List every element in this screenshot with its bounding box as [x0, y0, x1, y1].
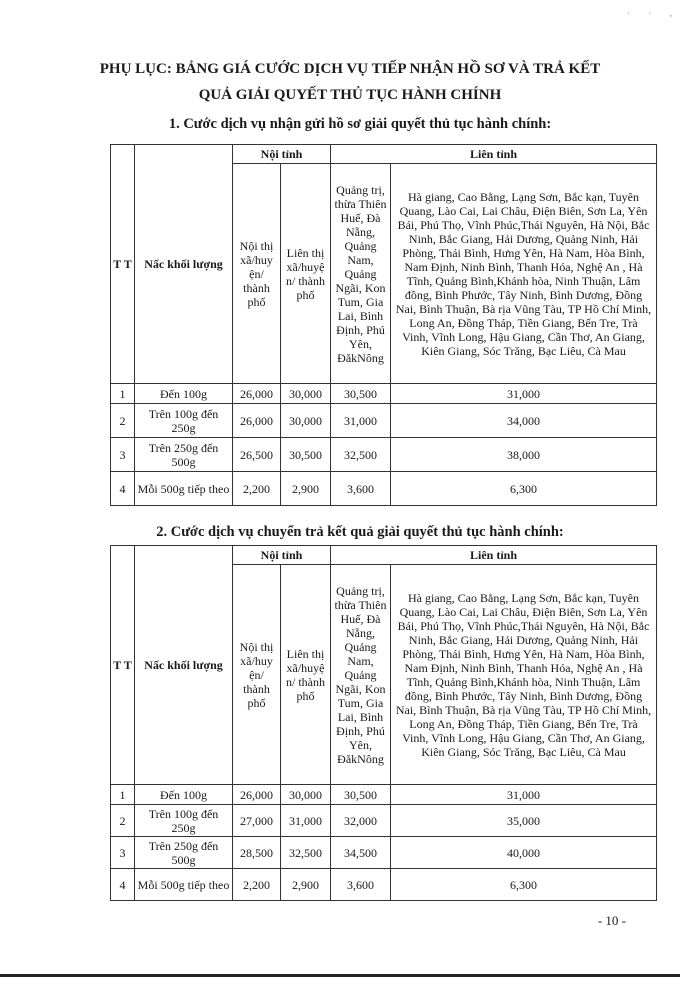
cell-tt: 2: [111, 805, 135, 837]
header-region1: Quảng trị, thừa Thiên Huế, Đà Nẵng, Quảng Nam, Quảng Ngãi, Kon Tum, Gia Lai, Bình Định, Phú Yên, ĐăkNông: [331, 565, 391, 785]
header-lien-thi: Liên thị xã/huyệ n/ thành phố: [281, 565, 331, 785]
header-lien-tinh: Liên tỉnh: [331, 145, 657, 164]
header-noi-thi: Nội thị xã/huy ện/ thành phố: [233, 164, 281, 384]
cell-region2: 40,000: [391, 837, 657, 869]
header-region2: Hà giang, Cao Bằng, Lạng Sơn, Bắc kạn, Tuyên Quang, Lào Cai, Lai Châu, Điện Biên, Sơn La, Yên Bái, Phú Thọ, Vĩnh Phúc,Thái Nguyên, Hà Nội, Bắc Ninh, Bắc Giang, Hải Dương, Quảng Ninh, Hải Phòng, Thái Bình, Hưng Yên, Hà Nam, Hòa Bình, Nam Định, Ninh Bình, Thanh Hóa, Nghệ An , Hà Tĩnh, Quảng Bình,Khánh hòa, Ninh Thuận, Lâm đồng, Bình Phước, Tây Ninh, Bình Dương, Đồng Nai, Bình Thuận, Bà rịa Vũng Tàu, TP Hồ Chí Minh, Long An, Đồng Tháp, Tiền Giang, Bến Tre, Trà Vinh, Vĩnh Long, Hậu Giang, Cần Thơ, An Giang, Kiên Giang, Sóc Trăng, Bạc Liêu, Cà Mau: [391, 565, 657, 785]
cell-region1: 3,600: [331, 869, 391, 901]
cell-lien-thi: 30,500: [281, 438, 331, 472]
cell-lien-thi: 32,500: [281, 837, 331, 869]
table-row: [111, 869, 657, 901]
cell-region2: 6,300: [391, 472, 657, 506]
cell-region1: 31,000: [331, 404, 391, 438]
cell-noi-thi: 26,000: [233, 785, 281, 805]
table-row: [111, 785, 657, 805]
cell-lien-thi: 30,000: [281, 785, 331, 805]
cell-weight: Trên 100g đến 250g: [135, 805, 233, 837]
section2-table: [110, 545, 657, 901]
table-row: [111, 837, 657, 869]
cell-noi-thi: 2,200: [233, 472, 281, 506]
page-number: - 10 -: [597, 913, 626, 928]
cell-weight: Đến 100g: [135, 384, 233, 404]
cell-tt: 4: [111, 869, 135, 901]
header-weight: Nấc khối lượng: [135, 145, 233, 384]
cell-tt: 3: [111, 438, 135, 472]
cell-tt: 1: [111, 384, 135, 404]
table-row: [111, 404, 657, 438]
header-lien-thi: Liên thị xã/huyệ n/ thành phố: [281, 164, 331, 384]
table-row: [111, 384, 657, 404]
cell-region1: 3,600: [331, 472, 391, 506]
header-noi-tinh: Nội tỉnh: [233, 145, 331, 164]
cell-weight: Trên 250g đến 500g: [135, 438, 233, 472]
header-region2: Hà giang, Cao Bằng, Lạng Sơn, Bắc kạn, Tuyên Quang, Lào Cai, Lai Châu, Điện Biên, Sơn La, Yên Bái, Phú Thọ, Vĩnh Phúc,Thái Nguyên, Hà Nội, Bắc Ninh, Bắc Giang, Hải Dương, Quảng Ninh, Hải Phòng, Thái Bình, Hưng Yên, Hà Nam, Hòa Bình, Nam Định, Ninh Bình, Thanh Hóa, Nghệ An , Hà Tĩnh, Quảng Bình,Khánh hòa, Ninh Thuận, Lâm đồng, Bình Phước, Tây Ninh, Bình Dương, Đồng Nai, Bình Thuận, Bà rịa Vũng Tàu, TP Hồ Chí Minh, Long An, Đồng Tháp, Tiền Giang, Bến Tre, Trà Vinh, Vĩnh Long, Hậu Giang, Cần Thơ, An Giang, Kiên Giang, Sóc Trăng, Bạc Liêu, Cà Mau: [391, 164, 657, 384]
cell-lien-thi: 30,000: [281, 404, 331, 438]
cell-weight: Trên 100g đến 250g: [135, 404, 233, 438]
cell-weight: Trên 250g đến 500g: [135, 837, 233, 869]
cell-noi-thi: 2,200: [233, 869, 281, 901]
cell-region2: 35,000: [391, 805, 657, 837]
header-noi-thi: Nội thị xã/huy ện/ thành phố: [233, 565, 281, 785]
cell-noi-thi: 28,500: [233, 837, 281, 869]
cell-noi-thi: 26,000: [233, 384, 281, 404]
scan-marks: · · ,: [627, 8, 680, 18]
section1-table: [110, 144, 657, 506]
table-row: [111, 438, 657, 472]
header-tt: T T: [111, 546, 135, 785]
cell-tt: 3: [111, 837, 135, 869]
header-weight: Nấc khối lượng: [135, 546, 233, 785]
cell-tt: 1: [111, 785, 135, 805]
cell-tt: 2: [111, 404, 135, 438]
cell-region2: 38,000: [391, 438, 657, 472]
cell-weight: Mỗi 500g tiếp theo: [135, 869, 233, 901]
section2-heading: 2. Cước dịch vụ chuyển trả kết quả giải quyết thủ tục hành chính:: [156, 524, 564, 540]
cell-lien-thi: 30,000: [281, 384, 331, 404]
cell-region1: 32,500: [331, 438, 391, 472]
cell-region1: 34,500: [331, 837, 391, 869]
cell-region1: 32,000: [331, 805, 391, 837]
cell-noi-thi: 26,500: [233, 438, 281, 472]
cell-noi-thi: 27,000: [233, 805, 281, 837]
title-line-2: QUẢ GIẢI QUYẾT THỦ TỤC HÀNH CHÍNH: [198, 87, 502, 103]
cell-region1: 30,500: [331, 384, 391, 404]
title-line-1: PHỤ LỤC: BẢNG GIÁ CƯỚC DỊCH VỤ TIẾP NHẬN HỒ SƠ VÀ TRẢ KẾT: [99, 61, 601, 77]
header-tt: T T: [111, 145, 135, 384]
cell-region2: 6,300: [391, 869, 657, 901]
cell-noi-thi: 26,000: [233, 404, 281, 438]
cell-lien-thi: 2,900: [281, 472, 331, 506]
cell-region2: 31,000: [391, 384, 657, 404]
cell-lien-thi: 2,900: [281, 869, 331, 901]
header-region1: Quảng trị, thừa Thiên Huế, Đà Nẵng, Quảng Nam, Quảng Ngãi, Kon Tum, Gia Lai, Bình Định, Phú Yên, ĐăkNông: [331, 164, 391, 384]
table-row: [111, 472, 657, 506]
document-title: [70, 56, 630, 108]
cell-tt: 4: [111, 472, 135, 506]
cell-region2: 31,000: [391, 785, 657, 805]
cell-weight: Mỗi 500g tiếp theo: [135, 472, 233, 506]
cell-lien-thi: 31,000: [281, 805, 331, 837]
header-lien-tinh: Liên tỉnh: [331, 546, 657, 565]
cell-region1: 30,500: [331, 785, 391, 805]
table-row: [111, 805, 657, 837]
section1-heading: 1. Cước dịch vụ nhận gửi hồ sơ giải quyết thủ tục hành chính:: [168, 116, 552, 132]
header-noi-tinh: Nội tỉnh: [233, 546, 331, 565]
cell-weight: Đến 100g: [135, 785, 233, 805]
scan-edge-rule: [0, 974, 680, 977]
cell-region2: 34,000: [391, 404, 657, 438]
